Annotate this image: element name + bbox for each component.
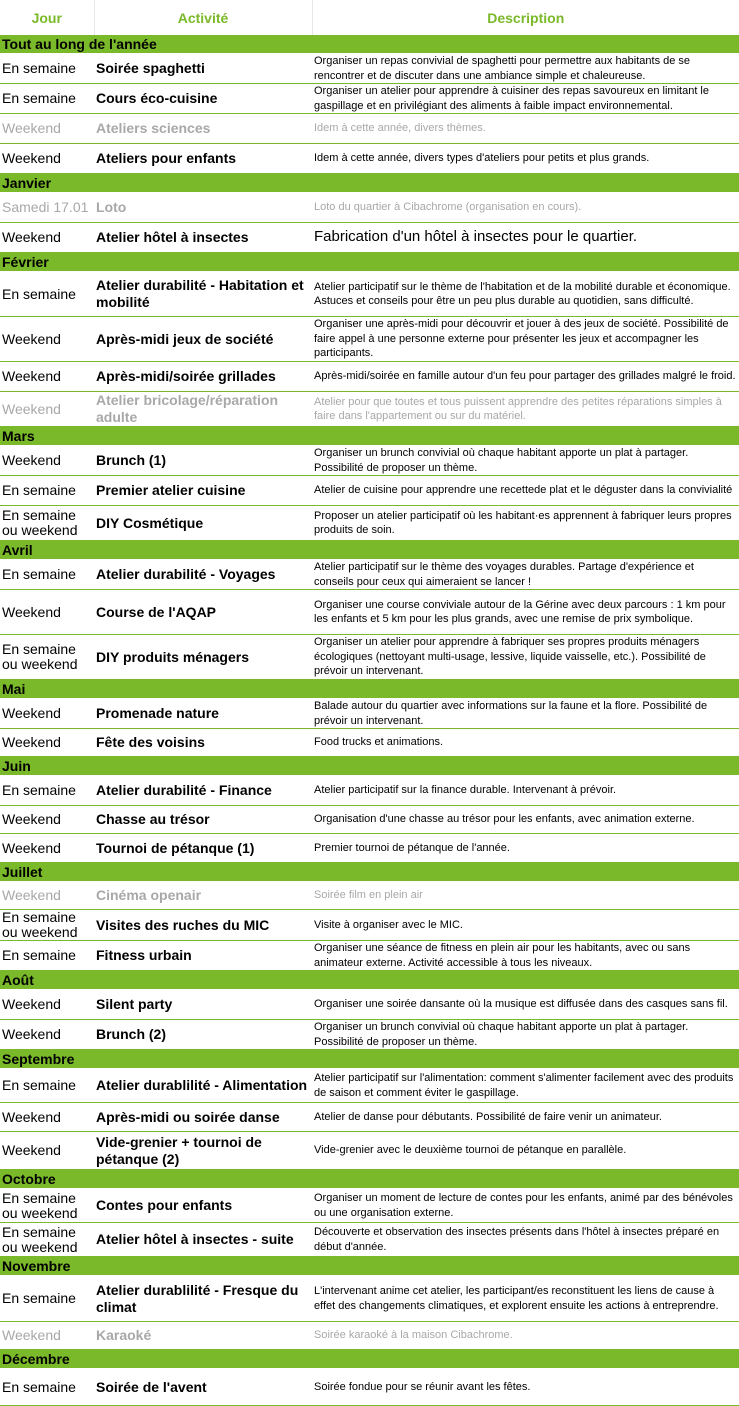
activite-cell: Atelier hôtel à insectes - suite xyxy=(94,1223,312,1257)
jour-cell: En semaine ou weekend xyxy=(0,635,94,680)
month-row xyxy=(0,757,739,776)
activite-cell: Cinéma openair xyxy=(94,882,312,910)
header-activite: Activité xyxy=(94,0,312,35)
jour-cell: Weekend xyxy=(0,144,94,174)
table-row xyxy=(0,114,739,144)
description-cell: Visite à organiser avec le MIC. xyxy=(312,910,739,941)
table-row xyxy=(0,446,739,476)
table-row xyxy=(0,272,739,317)
table-row xyxy=(0,1276,739,1322)
month-label: Mai xyxy=(0,680,739,699)
jour-cell: En semaine xyxy=(0,941,94,971)
table-row xyxy=(0,776,739,806)
jour-cell: Weekend xyxy=(0,317,94,362)
jour-cell: Weekend xyxy=(0,699,94,729)
month-row xyxy=(0,1257,739,1276)
activite-cell: Atelier durabilité - Finance xyxy=(94,776,312,806)
description-cell: Atelier participatif sur le thème des voyages durables. Partage d'expérience et conseils pour ceux qui aimeraient se lancer ! xyxy=(312,560,739,590)
table-row xyxy=(0,144,739,174)
jour-cell: Samedi 17.01 xyxy=(0,193,94,223)
jour-cell: En semaine xyxy=(0,54,94,84)
table-row xyxy=(0,476,739,506)
jour-cell: Weekend xyxy=(0,590,94,635)
description-cell: Atelier participatif sur la finance durable. Intervenant à prévoir. xyxy=(312,776,739,806)
description-cell: Food trucks et animations. xyxy=(312,729,739,757)
table-row xyxy=(0,806,739,834)
header-jour: Jour xyxy=(0,0,94,35)
table-row xyxy=(0,1189,739,1223)
table-row xyxy=(0,317,739,362)
description-cell: Soirée film en plein air xyxy=(312,882,739,910)
jour-cell: En semaine xyxy=(0,776,94,806)
table-row xyxy=(0,223,739,253)
jour-cell: En semaine xyxy=(0,1276,94,1322)
description-cell: Organiser un atelier pour apprendre à fabriquer ses propres produits ménagers écologiques (nettoyant multi-usage, lessive, liquide vaisselle, etc.). Possibilité de prévoir un intervenant. xyxy=(312,635,739,680)
description-cell: Organiser un brunch convivial où chaque habitant apporte un plat à partager. Possibilité de proposer un thème. xyxy=(312,1020,739,1050)
jour-cell: Weekend xyxy=(0,1132,94,1170)
table-row xyxy=(0,1132,739,1170)
table-row xyxy=(0,362,739,392)
description-cell: Vide-grenier avec le deuxième tournoi de pétanque en parallèle. xyxy=(312,1132,739,1170)
description-cell: Atelier participatif sur l'alimentation: comment s'alimenter facilement avec des produits de saison et comment éviter le gaspillage. xyxy=(312,1069,739,1103)
description-cell: Proposer un atelier participatif où les habitant·es apprennent à fabriquer leurs propres produits de soin. xyxy=(312,506,739,541)
month-row xyxy=(0,1170,739,1189)
description-cell: Après-midi/soirée en famille autour d'un feu pour partager des grillades malgré le froid. xyxy=(312,362,739,392)
jour-cell: Weekend xyxy=(0,446,94,476)
description-cell: Soirée fondue pour se réunir avant les fêtes. xyxy=(312,1369,739,1406)
activite-cell: Silent party xyxy=(94,990,312,1020)
table-row xyxy=(0,910,739,941)
description-cell: Organiser un brunch convivial où chaque habitant apporte un plat à partager. Possibilité de proposer un thème. xyxy=(312,446,739,476)
month-label: Mars xyxy=(0,427,739,446)
table-row xyxy=(0,193,739,223)
table-row xyxy=(0,699,739,729)
jour-cell: En semaine ou weekend xyxy=(0,506,94,541)
table-row xyxy=(0,882,739,910)
jour-cell: Weekend xyxy=(0,392,94,427)
activite-cell: Premier atelier cuisine xyxy=(94,476,312,506)
jour-cell: Weekend xyxy=(0,882,94,910)
description-cell: Atelier pour que toutes et tous puissent apprendre des petites réparations simples à faire dans l'appartement ou sur du matériel. xyxy=(312,392,739,427)
description-cell: Organiser une soirée dansante où la musique est diffusée dans des casques sans fil. xyxy=(312,990,739,1020)
activite-cell: Contes pour enfants xyxy=(94,1189,312,1223)
month-label: Octobre xyxy=(0,1170,739,1189)
header-row xyxy=(0,0,739,35)
table-row xyxy=(0,834,739,863)
description-cell: Idem à cette année, divers types d'ateliers pour petits et plus grands. xyxy=(312,144,739,174)
jour-cell: Weekend xyxy=(0,1020,94,1050)
jour-cell: En semaine xyxy=(0,1069,94,1103)
month-label: Tout au long de l'année xyxy=(0,35,739,54)
activite-cell: Atelier durablilité - Fresque du climat xyxy=(94,1276,312,1322)
description-cell: Loto du quartier à Cibachrome (organisation en cours). xyxy=(312,193,739,223)
month-label: Avril xyxy=(0,541,739,560)
jour-cell: Weekend xyxy=(0,834,94,863)
activite-cell: Atelier durabilité - Habitation et mobilité xyxy=(94,272,312,317)
activite-cell: Atelier bricolage/réparation adulte xyxy=(94,392,312,427)
activite-cell: Atelier durabilité - Voyages xyxy=(94,560,312,590)
description-cell: Organiser une après-midi pour découvrir et jouer à des jeux de société. Possibilité de faire appel à une personne externe pour présenter les jeux et accompagner les participants. xyxy=(312,317,739,362)
activite-cell: Atelier durablilité - Alimentation xyxy=(94,1069,312,1103)
activite-cell: Ateliers pour enfants xyxy=(94,144,312,174)
description-cell: Premier tournoi de pétanque de l'année. xyxy=(312,834,739,863)
month-label: Février xyxy=(0,253,739,272)
month-label: Novembre xyxy=(0,1257,739,1276)
month-row xyxy=(0,253,739,272)
activite-cell: Course de l'AQAP xyxy=(94,590,312,635)
table-row xyxy=(0,1223,739,1257)
month-row xyxy=(0,541,739,560)
table-row xyxy=(0,84,739,114)
activite-cell: Ateliers sciences xyxy=(94,114,312,144)
description-cell: Découverte et observation des insectes présents dans l'hôtel à insectes préparé en début d'année. xyxy=(312,1223,739,1257)
activite-cell: Loto xyxy=(94,193,312,223)
jour-cell: En semaine xyxy=(0,1369,94,1406)
activite-cell: Fête des voisins xyxy=(94,729,312,757)
jour-cell: Weekend xyxy=(0,223,94,253)
jour-cell: En semaine ou weekend xyxy=(0,910,94,941)
activite-cell: DIY Cosmétique xyxy=(94,506,312,541)
table-row xyxy=(0,54,739,84)
table-row xyxy=(0,1103,739,1132)
activite-cell: Brunch (1) xyxy=(94,446,312,476)
activite-cell: Vide-grenier + tournoi de pétanque (2) xyxy=(94,1132,312,1170)
activite-cell: Soirée spaghetti xyxy=(94,54,312,84)
month-label: Janvier xyxy=(0,174,739,193)
month-label: Décembre xyxy=(0,1350,739,1369)
activite-cell: Promenade nature xyxy=(94,699,312,729)
description-cell: L'intervenant anime cet atelier, les participant/es reconstituent les liens de cause à effet des changements climatiques, et explorent ensuite les actions à entreprendre. xyxy=(312,1276,739,1322)
jour-cell: En semaine xyxy=(0,272,94,317)
activite-cell: Soirée de l'avent xyxy=(94,1369,312,1406)
month-row xyxy=(0,427,739,446)
description-cell: Fabrication d'un hôtel à insectes pour le quartier. xyxy=(312,223,739,253)
month-row xyxy=(0,174,739,193)
table-row xyxy=(0,590,739,635)
description-cell: Atelier de cuisine pour apprendre une recettede plat et le déguster dans la convivialité xyxy=(312,476,739,506)
activite-cell: Tournoi de pétanque (1) xyxy=(94,834,312,863)
activite-cell: DIY produits ménagers xyxy=(94,635,312,680)
description-cell: Idem à cette année, divers thèmes. xyxy=(312,114,739,144)
jour-cell: Weekend xyxy=(0,114,94,144)
table-row xyxy=(0,1322,739,1350)
jour-cell: Weekend xyxy=(0,1103,94,1132)
jour-cell: Weekend xyxy=(0,362,94,392)
table-row xyxy=(0,392,739,427)
activite-cell: Après-midi/soirée grillades xyxy=(94,362,312,392)
month-row xyxy=(0,1050,739,1069)
description-cell: Organiser un atelier pour apprendre à cuisiner des repas savoureux en limitant le gaspillage et en privilégiant des aliments à faible impact environnemental. xyxy=(312,84,739,114)
month-row xyxy=(0,680,739,699)
table-body xyxy=(0,35,739,1406)
jour-cell: En semaine xyxy=(0,560,94,590)
month-row xyxy=(0,35,739,54)
activite-cell: Karaoké xyxy=(94,1322,312,1350)
month-row xyxy=(0,1350,739,1369)
table-row xyxy=(0,990,739,1020)
table-row xyxy=(0,1069,739,1103)
jour-cell: En semaine ou weekend xyxy=(0,1223,94,1257)
activite-cell: Cours éco-cuisine xyxy=(94,84,312,114)
description-cell: Soirée karaoké à la maison Cibachrome. xyxy=(312,1322,739,1350)
description-cell: Organisation d'une chasse au trésor pour les enfants, avec animation externe. xyxy=(312,806,739,834)
table-row xyxy=(0,941,739,971)
jour-cell: En semaine xyxy=(0,476,94,506)
description-cell: Organiser une course conviviale autour de la Gérine avec deux parcours : 1 km pour les enfants et 5 km pour les plus grands, avec une remise de prix symbolique. xyxy=(312,590,739,635)
activite-cell: Fitness urbain xyxy=(94,941,312,971)
table-row xyxy=(0,729,739,757)
month-label: Juin xyxy=(0,757,739,776)
jour-cell: Weekend xyxy=(0,1322,94,1350)
table-row xyxy=(0,1369,739,1406)
header-description: Description xyxy=(487,9,565,26)
activite-cell: Après-midi ou soirée danse xyxy=(94,1103,312,1132)
activite-cell: Chasse au trésor xyxy=(94,806,312,834)
table-row xyxy=(0,1020,739,1050)
month-label: Septembre xyxy=(0,1050,739,1069)
description-cell: Atelier participatif sur le thème de l'habitation et de la mobilité durable et économique. Astuces et conseils pour être un peu plus durable au quotidien, sans difficulté. xyxy=(312,272,739,317)
description-cell: Organiser un moment de lecture de contes pour les enfants, animé par des bénévoles ou une organisation externe. xyxy=(312,1189,739,1223)
month-label: Juillet xyxy=(0,863,739,882)
activite-cell: Après-midi jeux de société xyxy=(94,317,312,362)
jour-cell: Weekend xyxy=(0,990,94,1020)
description-cell: Balade autour du quartier avec informations sur la faune et la flore. Possibilité de prévoir un intervenant. xyxy=(312,699,739,729)
table-row xyxy=(0,635,739,680)
table-row xyxy=(0,560,739,590)
activite-cell: Visites des ruches du MIC xyxy=(94,910,312,941)
jour-cell: Weekend xyxy=(0,806,94,834)
activite-cell: Brunch (2) xyxy=(94,1020,312,1050)
month-label: Août xyxy=(0,971,739,990)
month-row xyxy=(0,971,739,990)
jour-cell: En semaine ou weekend xyxy=(0,1189,94,1223)
description-cell: Organiser un repas convivial de spaghetti pour permettre aux habitants de se rencontrer et de discuter dans une ambiance simple et chaleureuse. xyxy=(312,54,739,84)
jour-cell: Weekend xyxy=(0,729,94,757)
description-cell: Organiser une séance de fitness en plein air pour les habitants, avec ou sans animateur externe. Activité accessible à tous les niveaux. xyxy=(312,941,739,971)
jour-cell: En semaine xyxy=(0,84,94,114)
activite-cell: Atelier hôtel à insectes xyxy=(94,223,312,253)
table-row xyxy=(0,506,739,541)
month-row xyxy=(0,863,739,882)
description-cell: Atelier de danse pour débutants. Possibilité de faire venir un animateur. xyxy=(312,1103,739,1132)
